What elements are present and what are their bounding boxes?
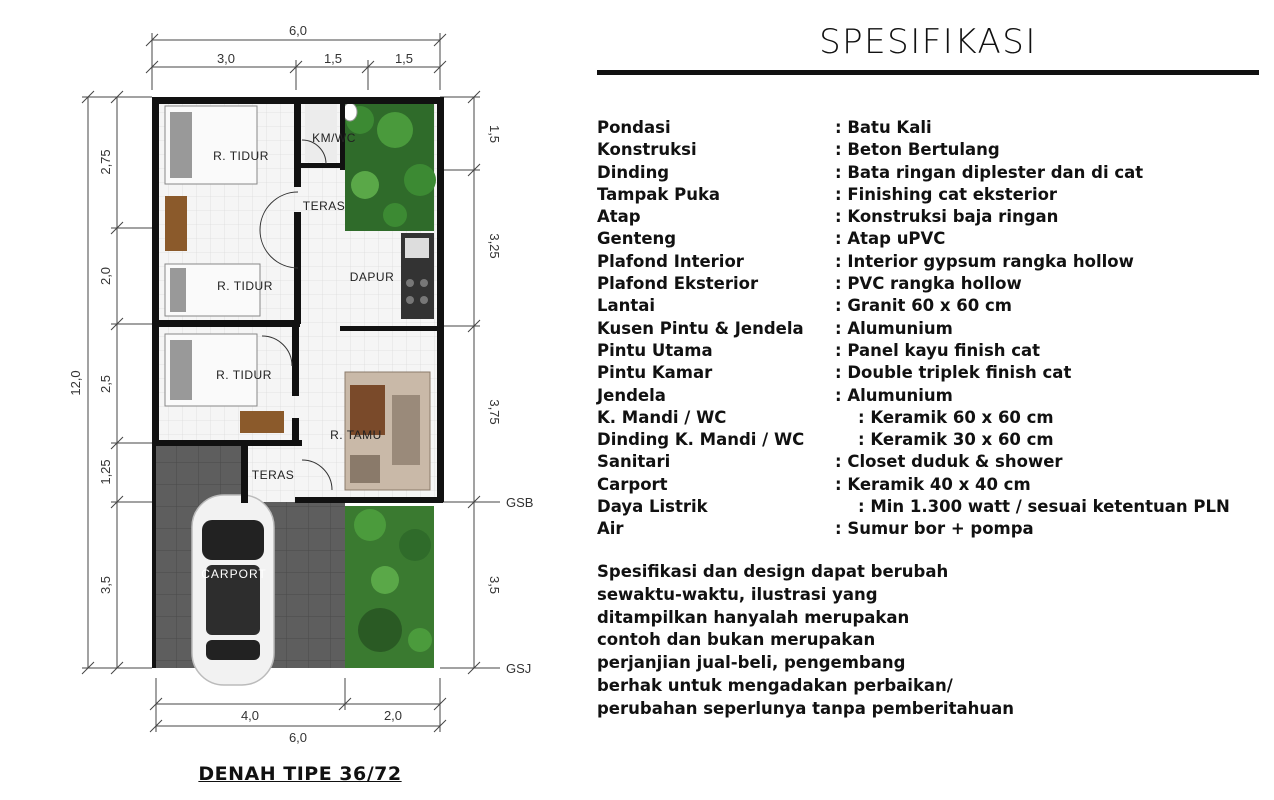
- spec-value: : Atap uPVC: [835, 229, 946, 249]
- toilet-icon: [343, 103, 357, 121]
- spec-value: : Keramik 60 x 60 cm: [835, 407, 1054, 427]
- spec-value: : Closet duduk & shower: [835, 452, 1063, 472]
- kitchen-counter: [401, 233, 434, 319]
- dim-left-a: 2,75: [98, 149, 113, 175]
- left-dimensions: [82, 91, 152, 674]
- spec-key: Kusen Pintu & Jendela: [597, 318, 804, 338]
- spec-value: : Bata ringan diplester dan di cat: [835, 162, 1144, 182]
- side-paving: [292, 502, 345, 668]
- spec-key: Carport: [597, 474, 668, 494]
- spec-key: Pondasi: [597, 118, 671, 137]
- spec-row: [597, 184, 1267, 206]
- spec-key: Plafond Interior: [597, 251, 744, 271]
- spec-key: Daya Listrik: [597, 497, 708, 517]
- room-label-bed3: R. TIDUR: [216, 368, 272, 382]
- dim-bottom-a: 4,0: [240, 708, 260, 723]
- spec-row: [597, 162, 1267, 184]
- spec-key: Genteng: [597, 229, 677, 249]
- spec-key: Pintu Kamar: [597, 363, 713, 383]
- garden-bottom: [345, 506, 434, 668]
- spec-value: : Sumur bor + pompa: [835, 519, 1034, 539]
- dim-left-c: 2,5: [98, 374, 113, 394]
- spec-key: Konstruksi: [597, 140, 697, 160]
- spec-key: Atap: [597, 207, 641, 227]
- dim-right-d: 3,5: [487, 575, 502, 595]
- room-label-carport: CARPORT: [201, 567, 267, 581]
- spec-disclaimer: [597, 561, 1257, 721]
- disclaimer-line: Spesifikasi dan design dapat berubah: [597, 562, 949, 581]
- spec-row: [597, 496, 1267, 518]
- spec-value: : Panel kayu finish cat: [835, 340, 1041, 360]
- spec-value: : Keramik 30 x 60 cm: [835, 430, 1054, 450]
- spec-value: : Keramik 40 x 40 cm: [835, 474, 1031, 494]
- spec-table: [597, 117, 1267, 541]
- spec-row: [597, 451, 1267, 473]
- spec-divider: [597, 70, 1259, 75]
- dim-left-b: 2,0: [98, 266, 113, 286]
- spec-row: [597, 407, 1267, 429]
- spec-row: [597, 474, 1267, 496]
- room-label-teras-top: TERAS: [302, 199, 346, 213]
- dim-right-c: 3,75: [487, 399, 502, 425]
- spec-key: Sanitari: [597, 452, 671, 472]
- spec-row: [597, 340, 1267, 362]
- car-icon: [192, 495, 274, 685]
- spec-key: Tampak Puka: [597, 184, 721, 204]
- dim-left-total: 12,0: [68, 370, 83, 396]
- spec-value: : Beton Bertulang: [835, 140, 1000, 160]
- garden-top: [345, 103, 436, 231]
- bottom-dimensions: [150, 678, 446, 732]
- spec-value: : Granit 60 x 60 cm: [835, 296, 1012, 316]
- plan-title: DENAH TIPE 36/72: [198, 763, 402, 785]
- dim-left-d: 1,25: [98, 459, 113, 485]
- spec-key: Jendela: [597, 385, 666, 405]
- spec-key: Dinding: [597, 162, 670, 182]
- dim-bottom-total: 6,0: [288, 730, 308, 745]
- room-label-bed1: R. TIDUR: [213, 149, 269, 163]
- dim-top-a: 3,0: [216, 51, 236, 66]
- dim-top-total: 6,0: [288, 23, 308, 38]
- spec-row: [597, 318, 1267, 340]
- spec-key: Air: [597, 519, 624, 539]
- disclaimer-line: perubahan seperlunya tanpa pemberitahuan: [597, 698, 1014, 718]
- disclaimer-line: contoh dan bukan merupakan: [597, 630, 876, 650]
- disclaimer-line: perjanjian jual-beli, pengembang: [597, 653, 906, 673]
- room-label-dapur: DAPUR: [349, 270, 395, 284]
- spec-value: : Finishing cat eksterior: [835, 184, 1058, 204]
- room-label-bed2: R. TIDUR: [217, 279, 273, 293]
- spec-key: Lantai: [597, 296, 656, 316]
- spec-value: : PVC rangka hollow: [835, 274, 1022, 294]
- spec-row: [597, 295, 1267, 317]
- spec-value: : Double triplek finish cat: [835, 363, 1072, 383]
- spec-row: [597, 139, 1267, 161]
- spec-value: : Alumunium: [835, 385, 953, 405]
- floor-plan: [0, 0, 590, 760]
- room-label-teras-bottom: TERAS: [251, 468, 295, 482]
- spec-row: [597, 362, 1267, 384]
- dim-left-e: 3,5: [98, 575, 113, 595]
- dim-right-b: 3,25: [487, 233, 502, 259]
- spec-title: SPESIFIKASI: [819, 22, 1037, 62]
- dim-right-a: 1,5: [487, 124, 502, 144]
- spec-row: [597, 228, 1267, 250]
- spec-row: [597, 385, 1267, 407]
- spec-row: [597, 117, 1267, 139]
- spec-row: [597, 518, 1267, 540]
- disclaimer-line: sewaktu-waktu, ilustrasi yang: [597, 584, 878, 604]
- spec-row: [597, 429, 1267, 451]
- spec-key: Dinding K. Mandi / WC: [597, 430, 805, 450]
- spec-value: : Interior gypsum rangka hollow: [835, 251, 1134, 271]
- spec-value: : Min 1.300 watt / sesuai ketentuan PLN: [835, 497, 1230, 517]
- spec-value: : Alumunium: [835, 318, 953, 338]
- dim-bottom-b: 2,0: [383, 708, 403, 723]
- spec-row: [597, 206, 1267, 228]
- label-gsj: GSJ: [506, 661, 532, 676]
- spec-value: : Batu Kali: [835, 118, 932, 137]
- dim-top-b: 1,5: [323, 51, 343, 66]
- spec-row: [597, 273, 1267, 295]
- room-label-kmwc: KM/WC: [312, 131, 356, 145]
- dim-top-c: 1,5: [394, 51, 414, 66]
- spec-key: Pintu Utama: [597, 340, 713, 360]
- spec-key: K. Mandi / WC: [597, 407, 727, 427]
- spec-value: : Konstruksi baja ringan: [835, 207, 1059, 227]
- spec-row: [597, 251, 1267, 273]
- disclaimer-line: ditampilkan hanyalah merupakan: [597, 607, 910, 627]
- room-label-tamu: R. TAMU: [330, 428, 382, 442]
- spec-key: Plafond Eksterior: [597, 274, 759, 294]
- label-gsb: GSB: [506, 495, 534, 510]
- disclaimer-line: berhak untuk mengadakan perbaikan/: [597, 675, 953, 695]
